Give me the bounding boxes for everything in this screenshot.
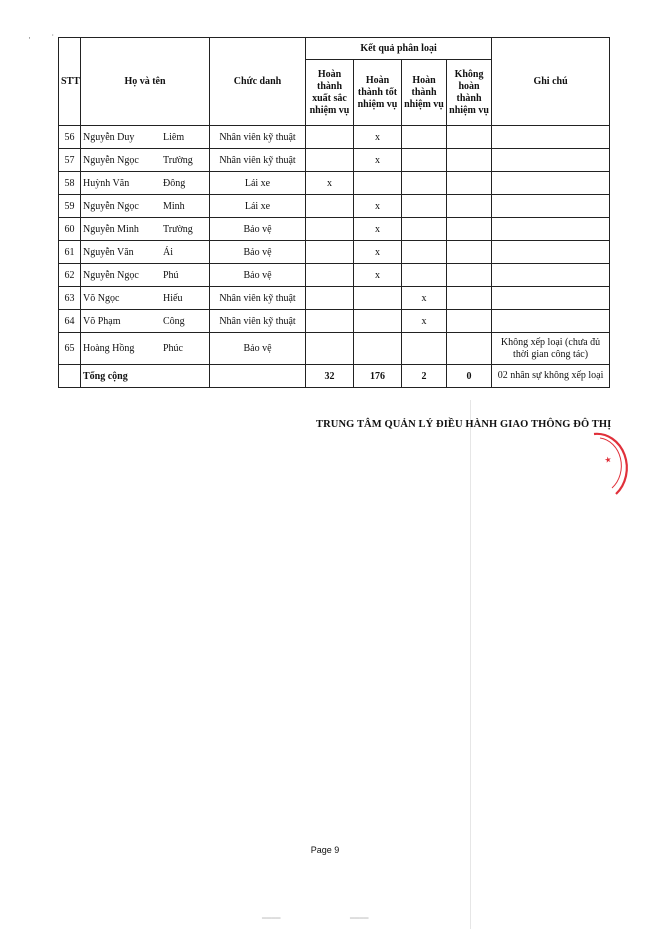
- table-row: [59, 241, 610, 264]
- header-row-1: [59, 38, 610, 60]
- cell-good: [354, 172, 402, 195]
- cell-title: Lái xe: [210, 172, 306, 195]
- cell-name: [81, 218, 210, 241]
- cell-note: [492, 241, 610, 264]
- cell-good: x: [354, 218, 402, 241]
- header-title: Chức danh: [210, 38, 306, 126]
- cell-note: [492, 126, 610, 149]
- header-excellent: Hoàn thành xuất sắc nhiệm vụ: [306, 60, 354, 126]
- cell-excellent: [306, 126, 354, 149]
- cell-note: [492, 172, 610, 195]
- cell-incomplete: [447, 287, 492, 310]
- classification-table: [58, 37, 610, 388]
- cell-excellent: x: [306, 172, 354, 195]
- header-complete: Hoàn thành nhiệm vụ: [402, 60, 447, 126]
- cell-complete: [402, 172, 447, 195]
- cell-excellent: [306, 195, 354, 218]
- scan-specks: · ˙: [28, 33, 55, 43]
- cell-stt: 62: [59, 264, 81, 287]
- total-title: [210, 365, 306, 388]
- name-wrap: [83, 155, 207, 166]
- cell-complete: [402, 241, 447, 264]
- official-stamp: [586, 428, 646, 500]
- name-wrap: [83, 270, 207, 281]
- header-note: Ghi chú: [492, 38, 610, 126]
- total-excellent: 32: [306, 365, 354, 388]
- name-first: Võ Phạm: [83, 315, 121, 327]
- table-row: [59, 126, 610, 149]
- cell-note: [492, 218, 610, 241]
- header-good: Hoàn thành tốt nhiệm vụ: [354, 60, 402, 126]
- cell-stt: 63: [59, 287, 81, 310]
- name-first: Nguyễn Ngọc: [83, 269, 139, 281]
- cell-good: [354, 287, 402, 310]
- cell-name: [81, 287, 210, 310]
- cell-title: Lái xe: [210, 195, 306, 218]
- cell-complete: [402, 333, 447, 365]
- header-result-group: Kết quả phân loại: [306, 38, 492, 60]
- organization-name: TRUNG TÂM QUẢN LÝ ĐIỀU HÀNH GIAO THÔNG ĐÔ THỊ: [316, 419, 612, 430]
- cell-note: [492, 264, 610, 287]
- name-first: Nguyễn Minh: [83, 223, 139, 235]
- cell-excellent: [306, 218, 354, 241]
- cell-title: Bảo vệ: [210, 264, 306, 287]
- cell-incomplete: [447, 241, 492, 264]
- total-label: Tổng cộng: [81, 365, 210, 388]
- total-stt: [59, 365, 81, 388]
- cell-stt: 58: [59, 172, 81, 195]
- header-name: Họ và tên: [81, 38, 210, 126]
- name-wrap: [83, 293, 207, 304]
- cell-stt: 61: [59, 241, 81, 264]
- cell-incomplete: [447, 310, 492, 333]
- table-row: [59, 310, 610, 333]
- name-wrap: [83, 201, 207, 212]
- name-given: Minh: [163, 200, 185, 212]
- cell-name: [81, 333, 210, 365]
- name-first: Hoàng Hồng: [83, 343, 135, 354]
- cell-name: [81, 172, 210, 195]
- name-wrap: [83, 132, 207, 143]
- cell-title: Nhân viên kỹ thuật: [210, 149, 306, 172]
- cell-complete: [402, 126, 447, 149]
- name-given: Đông: [163, 177, 186, 189]
- cell-excellent: [306, 149, 354, 172]
- cell-excellent: [306, 310, 354, 333]
- cell-stt: 56: [59, 126, 81, 149]
- cell-complete: x: [402, 310, 447, 333]
- cell-stt: 59: [59, 195, 81, 218]
- cell-good: x: [354, 195, 402, 218]
- total-complete: 2: [402, 365, 447, 388]
- name-given: Trường: [163, 154, 193, 166]
- cell-excellent: [306, 241, 354, 264]
- cell-name: [81, 149, 210, 172]
- cell-incomplete: [447, 126, 492, 149]
- cell-complete: [402, 195, 447, 218]
- name-first: Nguyễn Ngọc: [83, 200, 139, 212]
- name-given: Ái: [163, 246, 173, 258]
- cell-good: x: [354, 149, 402, 172]
- name-wrap: [83, 247, 207, 258]
- cell-excellent: [306, 264, 354, 287]
- cell-incomplete: [447, 195, 492, 218]
- cell-name: [81, 310, 210, 333]
- cell-title: Nhân viên kỹ thuật: [210, 310, 306, 333]
- name-first: Võ Ngọc: [83, 292, 120, 304]
- cell-good: x: [354, 241, 402, 264]
- name-given: Trường: [163, 223, 193, 235]
- table-row: [59, 287, 610, 310]
- name-given: Phú: [163, 269, 179, 281]
- cell-incomplete: [447, 172, 492, 195]
- cell-title: Nhân viên kỹ thuật: [210, 287, 306, 310]
- svg-text:★: ★: [602, 454, 614, 466]
- cell-good: x: [354, 126, 402, 149]
- name-first: Nguyễn Văn: [83, 246, 134, 258]
- cell-stt: 60: [59, 218, 81, 241]
- table-row: [59, 264, 610, 287]
- cell-title: Bảo vệ: [210, 241, 306, 264]
- cell-name: [81, 195, 210, 218]
- page-number: Page 9: [310, 845, 340, 855]
- cell-title: Bảo vệ: [210, 333, 306, 365]
- table-row: [59, 149, 610, 172]
- cell-incomplete: [447, 149, 492, 172]
- name-wrap: [83, 178, 207, 189]
- name-given: Công: [163, 315, 185, 327]
- table-row: [59, 172, 610, 195]
- name-given: Phúc: [163, 343, 183, 354]
- total-note: 02 nhân sự không xếp loại: [492, 365, 610, 388]
- name-first: Nguyễn Ngọc: [83, 154, 139, 166]
- cell-excellent: [306, 287, 354, 310]
- cell-good: [354, 310, 402, 333]
- cell-stt: 57: [59, 149, 81, 172]
- cell-incomplete: [447, 218, 492, 241]
- cell-incomplete: [447, 333, 492, 365]
- cell-stt: 64: [59, 310, 81, 333]
- cell-stt: 65: [59, 333, 81, 365]
- cell-name: [81, 264, 210, 287]
- table-row: [59, 333, 610, 365]
- footer-mark-left: ▔▔▔▔: [262, 919, 281, 925]
- table-row: [59, 218, 610, 241]
- cell-note: [492, 310, 610, 333]
- total-row: [59, 365, 610, 388]
- cell-incomplete: [447, 264, 492, 287]
- name-wrap: [83, 343, 207, 354]
- cell-name: [81, 126, 210, 149]
- cell-name: [81, 241, 210, 264]
- cell-complete: [402, 149, 447, 172]
- cell-complete: [402, 218, 447, 241]
- cell-excellent: [306, 333, 354, 365]
- table-row: [59, 195, 610, 218]
- cell-note: [492, 287, 610, 310]
- cell-complete: [402, 264, 447, 287]
- cell-title: Nhân viên kỹ thuật: [210, 126, 306, 149]
- cell-title: Bảo vệ: [210, 218, 306, 241]
- name-given: Liêm: [163, 131, 185, 143]
- cell-note: Không xếp loại (chưa đủ thời gian công tác): [492, 333, 610, 365]
- table-body: [59, 126, 610, 365]
- name-first: Huỳnh Văn: [83, 177, 130, 189]
- name-wrap: [83, 224, 207, 235]
- name-wrap: [83, 316, 207, 327]
- footer-mark-right: ▔▔▔▔: [350, 919, 369, 925]
- header-incomplete: Không hoàn thành nhiệm vụ: [447, 60, 492, 126]
- cell-complete: x: [402, 287, 447, 310]
- name-given: Hiếu: [163, 292, 183, 304]
- cell-note: [492, 149, 610, 172]
- total-incomplete: 0: [447, 365, 492, 388]
- cell-good: x: [354, 264, 402, 287]
- header-stt: STT: [59, 38, 81, 126]
- total-good: 176: [354, 365, 402, 388]
- cell-note: [492, 195, 610, 218]
- cell-good: [354, 333, 402, 365]
- name-first: Nguyễn Duy: [83, 131, 135, 143]
